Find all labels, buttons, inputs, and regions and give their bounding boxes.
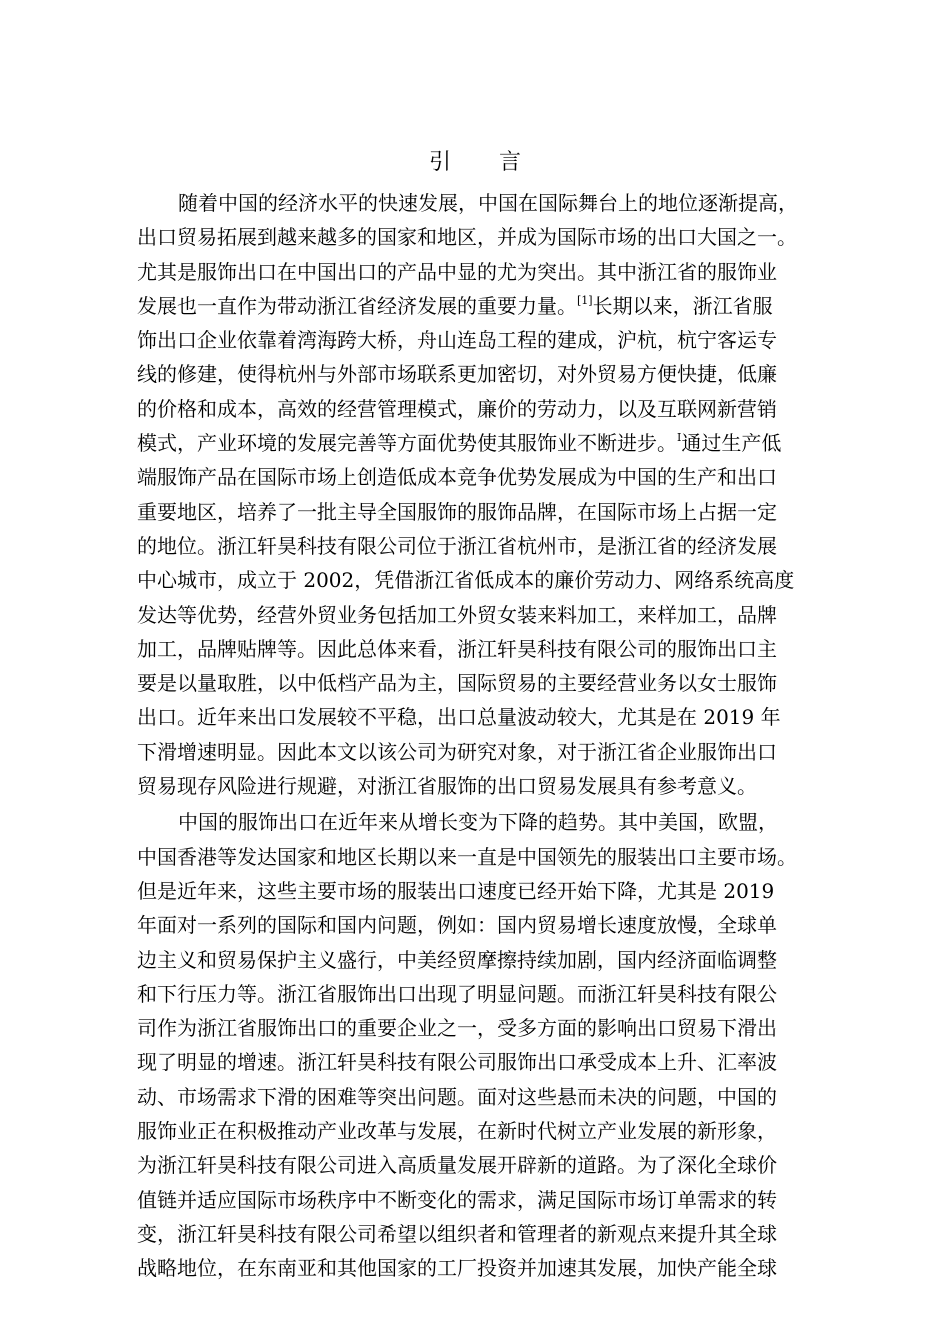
citation-marker: [1] (577, 293, 593, 307)
text-line: 值链并适应国际市场秩序中不断变化的需求，满足国际市场订单需求的转 (137, 1187, 777, 1212)
text-line: 变，浙江轩昊科技有限公司希望以组织者和管理者的新观点来提升其全球 (137, 1221, 777, 1246)
text-line: 随着中国的经济水平的快速发展，中国在国际舞台上的地位逐渐提高， (178, 191, 798, 215)
text-line: 现了明显的增速。浙江轩昊科技有限公司服饰出口承受成本上升、汇率波 (137, 1050, 777, 1075)
text-segment: 发展也一直作为带动浙江省经济发展的重要力量。 (137, 293, 577, 318)
text-line: 贸易现存风险进行规避，对浙江省服饰的出口贸易发展具有参考意义。 (137, 774, 757, 799)
text-line: 加工，品牌贴牌等。因此总体来看，浙江轩昊科技有限公司的服饰出口主 (137, 636, 777, 661)
text-line: 的地位。浙江轩昊科技有限公司位于浙江省杭州市，是浙江省的经济发展 (137, 533, 777, 558)
text-line: 中国香港等发达国家和地区长期以来一直是中国领先的服装出口主要市场。 (137, 844, 797, 869)
text-line: 动、市场需求下滑的困难等突出问题。面对这些悬而未决的问题，中国的 (137, 1084, 777, 1109)
text-line: 的价格和成本，高效的经营管理模式，廉价的劳动力，以及互联网新营销 (137, 396, 777, 421)
text-line: 饰出口企业依靠着湾海跨大桥，舟山连岛工程的建成，沪杭，杭宁客运专 (137, 328, 777, 353)
text-line: 尤其是服饰出口在中国出口的产品中显的尤为突出。其中浙江省的服饰业 (137, 259, 777, 284)
text-line: 战略地位，在东南亚和其他国家的工厂投资并加速其发展，加快产能全球 (137, 1256, 777, 1281)
text-line: 线的修建，使得杭州与外部市场联系更加密切，对外贸易方便快捷，低廉 (137, 362, 777, 387)
text-segment: 长期以来，浙江省服 (592, 293, 773, 318)
text-line: 服饰业正在积极推动产业改革与发展，在新时代树立产业发展的新形象， (137, 1119, 777, 1144)
text-line: 出口。近年来出口发展较不平稳，出口总量波动较大，尤其是在 2019 年 (137, 705, 781, 730)
text-line: 中国的服饰出口在近年来从增长变为下降的趋势。其中美国，欧盟， (178, 810, 778, 835)
citation-marker: I (677, 431, 682, 445)
text-line (137, 289, 861, 323)
text-line: 发达等优势，经营外贸业务包括加工外贸女装来料加工，来样加工，品牌 (137, 602, 777, 627)
text-line: 和下行压力等。浙江省服饰出口出现了明显问题。而浙江轩昊科技有限公 (137, 981, 777, 1006)
text-segment: 模式，产业环境的发展完善等方面优势使其服饰业不断进步。 (137, 431, 677, 456)
body-text (137, 186, 861, 1286)
text-line: 重要地区，培养了一批主导全国服饰的服饰品牌，在国际市场上占据一定 (137, 499, 777, 524)
page-title-char-2: 言 (499, 150, 522, 175)
text-line: 出口贸易拓展到越来越多的国家和地区，并成为国际市场的出口大国之一。 (137, 225, 797, 250)
text-line: 年面对一系列的国际和国内问题，例如：国内贸易增长速度放慢，全球单 (137, 913, 777, 938)
text-line: 中心城市，成立于 2002，凭借浙江省低成本的廉价劳动力、网络系统高度 (137, 568, 795, 593)
text-line: 下滑增速明显。因此本文以该公司为研究对象，对于浙江省企业服饰出口 (137, 739, 777, 764)
text-line: 边主义和贸易保护主义盛行，中美经贸摩擦持续加剧，国内经济面临调整 (137, 947, 777, 972)
text-line: 要是以量取胜，以中低档产品为主，国际贸易的主要经营业务以女士服饰 (137, 671, 777, 696)
text-line: 为浙江轩昊科技有限公司进入高质量发展开辟新的道路。为了深化全球价 (137, 1153, 777, 1178)
text-line: 但是近年来，这些主要市场的服装出口速度已经开始下降，尤其是 2019 (137, 878, 775, 903)
text-line (137, 426, 861, 460)
text-segment: 通过生产低 (681, 431, 782, 456)
page-title (0, 148, 950, 178)
page-title-char-1: 引 (428, 150, 451, 175)
text-line: 端服饰产品在国际市场上创造低成本竞争优势发展成为中国的生产和出口 (137, 465, 777, 490)
text-line: 司作为浙江省服饰出口的重要企业之一，受多方面的影响出口贸易下滑出 (137, 1016, 777, 1041)
